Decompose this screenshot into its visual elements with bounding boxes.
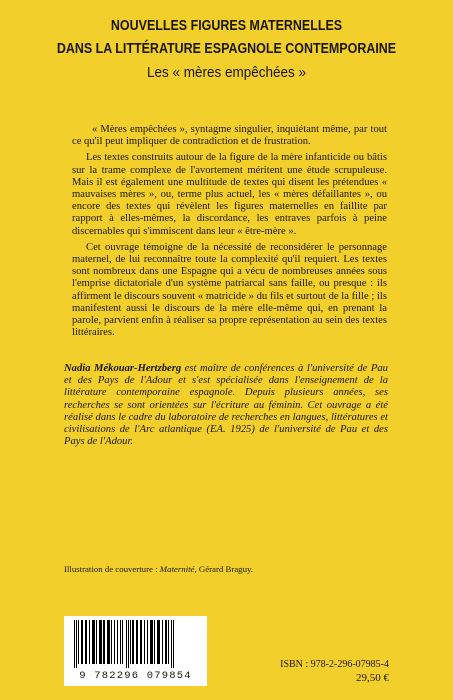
title-line-2: DANS LA LITTÉRATURE ESPAGNOLE CONTEMPORAINE <box>56 41 397 57</box>
barcode-bar <box>120 620 121 664</box>
blurb-paragraph-2: Les textes construits autour de la figure de la mère infanticide ou bâtis sur la trame complexe de l'avortement méritent une étude scrupuleuse. Mais il est également une multitude de textes qui disent les prétendues « mauvaises mères », ou, terme plus actuel, les « mères défaillantes », ou encore des textes qui révèlent les figures maternelles en faillite par rapport à elles-mêmes, la discordance, les entraves parfois à peine discernables qui s'immiscent dans leur « être-mère ». <box>72 152 387 237</box>
barcode-digits: 9 782296 079854 <box>79 670 192 682</box>
barcode-bar <box>99 620 102 664</box>
isbn: ISBN : 978-2-296-07985-4 <box>280 659 389 670</box>
barcode-bar <box>130 620 131 664</box>
price: 29,50 € <box>356 672 389 684</box>
blurb <box>72 124 387 343</box>
illustration-credit <box>64 564 253 574</box>
author-bio <box>64 363 388 448</box>
barcode-bar <box>140 620 142 664</box>
illustration-prefix: Illustration de couverture : <box>64 564 160 574</box>
barcode-bar <box>78 620 79 664</box>
book-title <box>32 15 422 61</box>
barcode-bar <box>107 620 110 664</box>
barcode-bar <box>165 620 167 664</box>
barcode-bar <box>81 620 83 664</box>
barcode-bar <box>147 620 148 664</box>
barcode-bar <box>85 620 87 664</box>
barcode-bars <box>72 620 199 668</box>
book-subtitle: Les « mères empêchées » <box>146 64 307 81</box>
barcode-bar <box>122 620 123 664</box>
barcode-bar <box>168 620 169 664</box>
barcode-bar <box>128 620 129 668</box>
barcode-bar <box>126 620 127 668</box>
barcode-bar <box>173 620 174 668</box>
barcode-bar <box>89 620 90 664</box>
barcode-bar <box>154 620 155 664</box>
barcode-bar <box>117 620 118 664</box>
barcode-bar <box>171 620 172 668</box>
author-bio-text: est maître de conférences à l'université de Pau et des Pays de l'Adour et s'est spécialisée dans l'enseignement de la littérature contemporaine espagnole. Depuis plusieurs années, ses recherches se sont orientées sur l'écriture au féminin. Cet ouvrage a été réalisé dans le cadre du laboratoire de recherches en langues, littératures et civilisations de l'Arc atlantique (EA. 1925) de l'université de Pau et des Pays de l'Adour. <box>64 363 388 448</box>
author-name: Nadia Mékouar-Hertzberg <box>64 363 182 374</box>
illustration-work: Maternité <box>159 564 195 574</box>
barcode-bar <box>96 620 97 664</box>
barcode-bar <box>114 620 115 664</box>
barcode-bar <box>92 620 95 664</box>
barcode <box>64 616 207 686</box>
barcode-bar <box>103 620 105 664</box>
blurb-paragraph-1: « Mères empêchées », syntagme singulier, inquiétant même, par tout ce qu'il peut impliquer de contradiction et de frustration. <box>72 124 387 148</box>
illustration-suffix: , Gérard Braguy. <box>194 564 254 574</box>
barcode-bar <box>150 620 153 664</box>
barcode-bar <box>76 620 77 668</box>
blurb-paragraph-3: Cet ouvrage témoigne de la nécessité de reconsidérer le personnage maternel, de lui reconnaître toute la complexité qu'il requiert. Les textes sont nombreux dans une Espagne qui a vécu de nombreuses années sous l'emprise dictatoriale d'un système patriarcal sans faille, ou presque : ils affirment le discours souvent « matricide » du fils et surtout de la fille ; ils manifestent aussi le discours de la mère elle-même qui, en prenant la parole, parvient enfin à réaliser sa propre représentation au sein des textes littéraires. <box>72 241 387 339</box>
title-line-1: NOUVELLES FIGURES MATERNELLES <box>110 18 343 34</box>
barcode-bar <box>157 620 160 664</box>
barcode-bar <box>144 620 145 664</box>
barcode-bar <box>136 620 138 664</box>
barcode-bar <box>132 620 134 664</box>
barcode-bar <box>74 620 75 668</box>
barcode-bar <box>162 620 163 664</box>
barcode-bar <box>111 620 112 664</box>
